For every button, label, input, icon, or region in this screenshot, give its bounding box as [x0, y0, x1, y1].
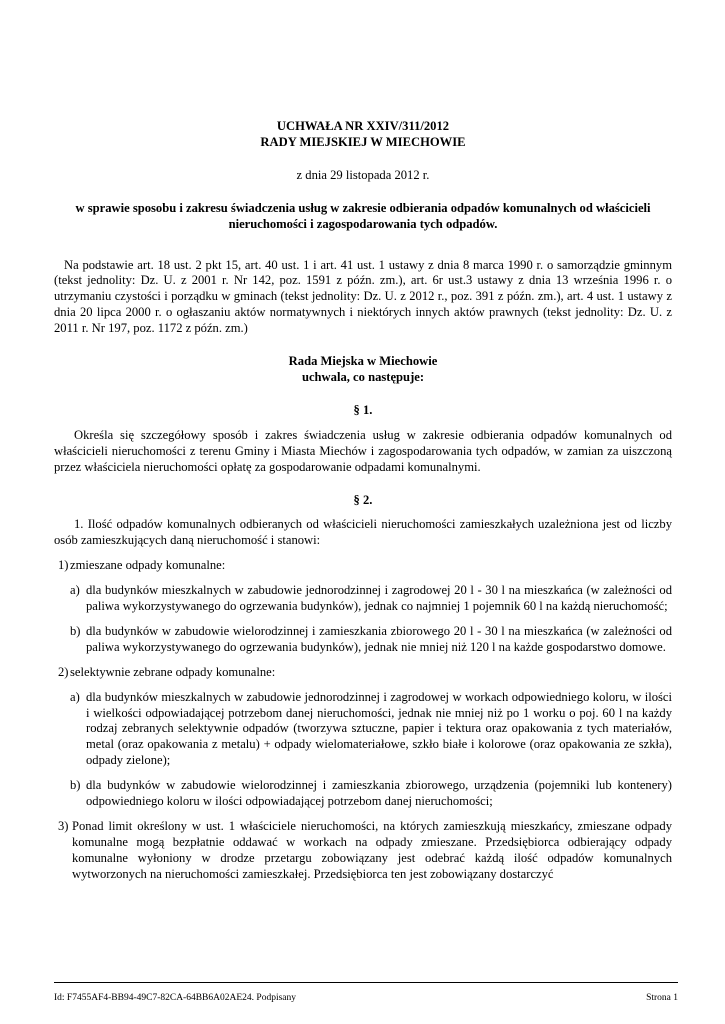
resolution-subject: w sprawie sposobu i zakresu świadczenia usług w zakresie odbierania odpadów komunalnych od właścicieli nieruchomości i zagospodarowania tych odpadów. — [75, 200, 651, 231]
council-heading-line1: Rada Miejska w Miechowie — [288, 354, 438, 369]
point-3-text: Ponad limit określony w ust. 1 właściciele nieruchomości, na których zamieszkują mieszkańcy, zmieszane odpady komunalne mogą bezpłatnie oddawać w workach na odpady zmieszane. Przedsiębiorca odbierający odpady komunalne wyłoniony w drodze przetargu zobowiązany jest odebrać każdą ilość odpadów komunalnych wytworzonych na nieruchomości zamieszkałej. Przedsiębiorca ten jest zobowiązany dostarczyć — [72, 819, 672, 881]
point-3-label: 3) — [58, 819, 69, 833]
point-2-a-label: a) — [70, 689, 80, 704]
point-2-b — [54, 778, 672, 810]
point-1-a — [54, 583, 672, 615]
resolution-date: z dnia 29 listopada 2012 r. — [296, 167, 430, 182]
section-1-heading: § 1. — [353, 402, 373, 417]
point-2-b-label: b) — [70, 778, 81, 793]
resolution-number: UCHWAŁA NR XXIV/311/2012 — [276, 119, 450, 133]
point-2-a-text: dla budynków mieszkalnych w zabudowie jednorodzinnej i zagrodowej w workach odpowiedniego koloru, w ilości i wielkości odpowiadającej potrzebom danej nieruchomości, jednak nie mniej niż po 1 worku o poj. 60 l na każdy rodzaj zebranych selektywnie odpadów (tworzywa sztuczne, papier i tektura oraz opakowania z tych materiałów, metal (oraz opakowania z metalu) + odpady wielomateriałowe, szkło białe i kolorowe (oraz opakowania ze szkła), odpady zielone); — [86, 689, 672, 768]
point-1-b-text: dla budynków w zabudowie wielorodzinnej i zamieszkania zbiorowego 20 l - 30 l na mieszkańca (w zależności od paliwa wykorzystywanego do ogrzewania budynków), jednak nie mniej niż 120 l na każde gospodarstwo domowe. — [86, 623, 672, 654]
council-heading-line2: uchwala, co następuje: — [301, 369, 425, 384]
page-number: Strona 1 — [646, 993, 678, 1003]
point-2-b-text: dla budynków w zabudowie wielorodzinnej i zamieszkania zbiorowego, urządzenia (pojemniki lub kontenery) odpowiedniego koloru w ilości odpowiadającej potrzebom danej nieruchomości; — [86, 778, 672, 809]
point-1-a-text: dla budynków mieszkalnych w zabudowie jednorodzinnej i zagrodowej 20 l - 30 l na mieszkańca (w zależności od paliwa wykorzystywanego do ogrzewania budynków), jednak co najmniej 1 pojemnik 60 l na każdą nieruchomość; — [86, 583, 672, 614]
document-id: Id: F7455AF4-BB94-49C7-82CA-64BB6A02AE24. Podpisany — [54, 993, 296, 1003]
point-2 — [54, 665, 672, 681]
document-body — [54, 119, 672, 883]
point-1-a-label: a) — [70, 583, 80, 598]
point-1-b-label: b) — [70, 623, 81, 638]
point-2-label: 2) — [58, 664, 69, 679]
point-2-a — [54, 690, 672, 770]
section-1-text: Określa się szczegółowy sposób i zakres świadczenia usług w zakresie odbierania odpadów komunalnych od właścicieli nieruchomości z terenu Gminy i Miasta Miechów i zagospodarowania tych odpadów, w zamian za uiszczoną przez właściciela nieruchomości opłatę za gospodarowanie odpadami komunalnymi. — [54, 427, 672, 474]
point-1-b — [54, 624, 672, 656]
point-1-label: 1) — [58, 558, 69, 573]
council-name: RADY MIEJSKIEJ W MIECHOWIE — [260, 134, 466, 149]
preamble: Na podstawie art. 18 ust. 2 pkt 15, art. 40 ust. 1 i art. 41 ust. 1 ustawy z dnia 8 marca 1990 r. o samorządzie gminnym (tekst jednolity: Dz. U. z 2001 r. Nr 142, poz. 1591 z późn. zm.), art. 6r ust.3 ustawy z dnia 13 września 1996 r. o utrzymaniu czystości i porządku w gminach (tekst jednolity: Dz. U. z 2012 r., poz. 391 z późn. zm.), art. 4 ust. 1 ustawy z dnia 20 lipca 2000 r. o ogłaszaniu aktów normatywnych i niektórych innych aktów prawnych (tekst jednolity: Dz. U. z 2011 r. Nr 197, poz. 1172 z późn. zm.) — [54, 257, 672, 336]
point-1 — [54, 558, 672, 574]
page-footer — [54, 982, 678, 1003]
point-1-text: zmieszane odpady komunalne: — [70, 558, 226, 573]
section-2-heading: § 2. — [353, 492, 373, 507]
point-3 — [54, 819, 672, 883]
point-2-text: selektywnie zebrane odpady komunalne: — [70, 664, 276, 679]
section-2-intro: 1. Ilość odpadów komunalnych odbieranych od właścicieli nieruchomości zamieszkałych uzależniona jest od liczby osób zamieszkujących daną nieruchomość i stanowi: — [54, 517, 672, 548]
